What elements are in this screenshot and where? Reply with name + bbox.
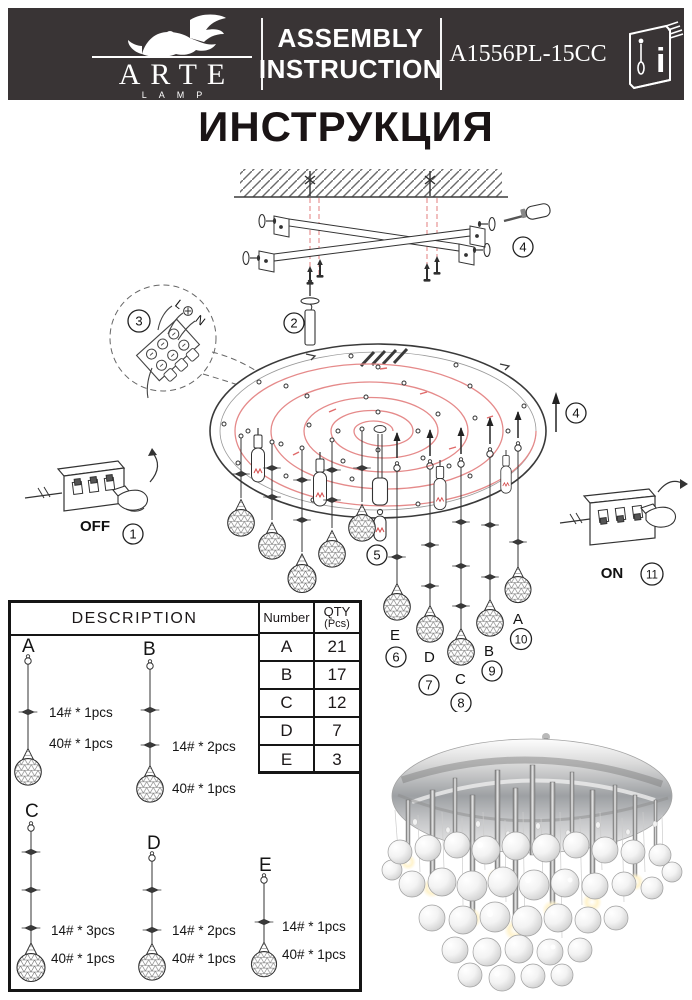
header-bar xyxy=(8,8,684,100)
manual-booklet-icon xyxy=(616,20,684,92)
arte-lamp-logo xyxy=(86,12,258,98)
brand-subname: LAMP xyxy=(141,90,215,100)
pendant-spec: 40# * 1pcs xyxy=(49,736,113,751)
wiring-callout xyxy=(110,285,258,398)
parts-table xyxy=(8,600,362,992)
pendant-spec: 14# * 1pcs xyxy=(282,919,346,934)
on-label: ON xyxy=(600,565,624,582)
product-photo xyxy=(375,712,692,1000)
svg-text:4: 4 xyxy=(519,239,527,255)
pendant-spec: 14# * 2pcs xyxy=(172,923,236,938)
pendant-label: A xyxy=(22,636,35,657)
wire-live-label: L xyxy=(172,296,187,312)
svg-text:10: 10 xyxy=(514,634,528,647)
hand-icon-off xyxy=(113,486,147,511)
center-post xyxy=(284,280,319,345)
table-row: E 3 xyxy=(260,746,359,774)
svg-text:7: 7 xyxy=(425,677,433,693)
document-title xyxy=(258,8,443,100)
pendant-spec: 14# * 2pcs xyxy=(172,739,236,754)
svg-text:i: i xyxy=(656,42,666,80)
table-row: B 17 xyxy=(260,662,359,690)
title-line-2: INSTRUCTION xyxy=(258,54,443,84)
pendant-label: D xyxy=(147,833,161,854)
table-row: C 12 xyxy=(260,690,359,718)
svg-text:4: 4 xyxy=(572,405,580,421)
svg-text:6: 6 xyxy=(392,649,400,665)
step-4-badge-top xyxy=(513,237,533,257)
pendant-spec: 14# * 1pcs xyxy=(49,705,113,720)
pendant-spec: 40# * 1pcs xyxy=(172,951,236,966)
earth-symbol xyxy=(184,307,193,316)
power-off-step xyxy=(25,448,158,544)
lift-arrow xyxy=(552,392,586,432)
screwdriver-icon xyxy=(504,203,551,221)
svg-text:E: E xyxy=(390,627,401,644)
description-header: DESCRIPTION xyxy=(11,603,258,636)
power-on-step xyxy=(560,479,688,585)
winged-lion-icon xyxy=(112,14,232,58)
svg-text:A: A xyxy=(513,611,524,628)
pendant-label: B xyxy=(143,639,156,660)
qty-header: QTY (Pcs) xyxy=(323,603,351,630)
number-header: Number xyxy=(260,603,315,632)
svg-text:5: 5 xyxy=(373,547,381,563)
mounting-screws xyxy=(307,256,441,285)
pendant-spec: 40# * 1pcs xyxy=(172,781,236,796)
page-title: ИНСТРУКЦИЯ xyxy=(198,103,494,150)
pendant-spec: 40# * 1pcs xyxy=(51,951,115,966)
wire-neutral-label: N xyxy=(192,312,208,329)
model-number: A1556PL-15CC xyxy=(449,40,607,67)
pendant-spec: 40# * 1pcs xyxy=(282,947,346,962)
title-line-1: ASSEMBLY xyxy=(277,23,424,53)
off-label: OFF xyxy=(80,518,110,535)
pendant-label: E xyxy=(259,855,272,876)
svg-text:8: 8 xyxy=(457,695,465,711)
svg-text:C: C xyxy=(455,671,466,688)
svg-text:3: 3 xyxy=(135,313,143,329)
ceiling-hatch xyxy=(234,169,508,197)
svg-text:9: 9 xyxy=(488,663,496,679)
pendant-label: C xyxy=(25,801,39,822)
svg-text:B: B xyxy=(484,643,495,660)
svg-text:11: 11 xyxy=(646,569,658,582)
pendant-spec: 14# * 3pcs xyxy=(51,923,115,938)
table-row: A 21 xyxy=(260,634,359,662)
svg-text:2: 2 xyxy=(290,315,298,331)
table-row: D 7 xyxy=(260,718,359,746)
svg-text:D: D xyxy=(424,649,435,666)
svg-text:1: 1 xyxy=(129,526,137,542)
mounting-bars xyxy=(259,216,485,272)
brand-name: ARTE xyxy=(118,58,236,91)
